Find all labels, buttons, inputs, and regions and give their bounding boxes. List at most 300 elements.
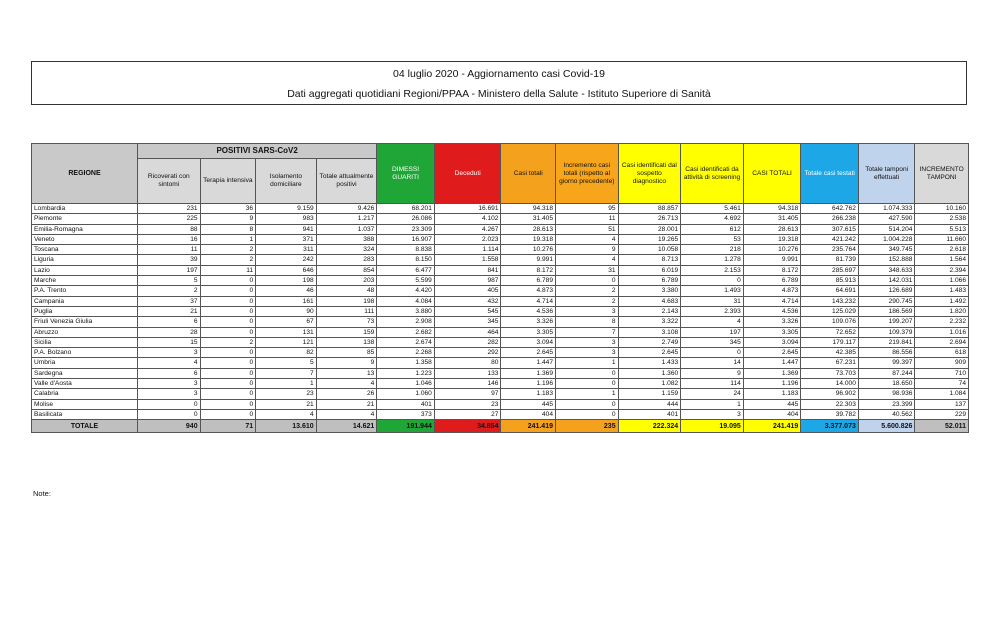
table-cell: 1.483: [915, 286, 969, 296]
table-cell: 0: [681, 348, 744, 358]
table-cell: 73: [316, 317, 377, 327]
region-name-cell: P.A. Bolzano: [32, 348, 138, 358]
table-cell: 1.196: [743, 379, 801, 389]
region-name-cell: Veneto: [32, 234, 138, 244]
table-cell: 26.713: [618, 214, 681, 224]
table-cell: 4.714: [743, 296, 801, 306]
table-cell: 2.538: [915, 214, 969, 224]
table-cell: 7: [556, 327, 619, 337]
table-cell: 18.650: [858, 379, 915, 389]
table-cell: 0: [200, 399, 256, 409]
table-cell: 0: [200, 286, 256, 296]
table-cell: 109.379: [858, 327, 915, 337]
table-cell: 19.265: [618, 234, 681, 244]
table-cell: 1.004.228: [858, 234, 915, 244]
table-cell: 444: [618, 399, 681, 409]
col-header-totale-positivi: Totale attualmente positivi: [316, 159, 377, 204]
table-cell: 5: [138, 276, 201, 286]
table-row: [32, 389, 969, 399]
table-row: [32, 286, 969, 296]
total-cell: 19.095: [681, 420, 744, 433]
table-cell: 6: [138, 368, 201, 378]
table-cell: 1.060: [377, 389, 435, 399]
table-cell: 4.692: [681, 214, 744, 224]
table-cell: 3: [556, 306, 619, 316]
table-cell: 48: [316, 286, 377, 296]
table-cell: 11: [556, 214, 619, 224]
table-cell: 1.358: [377, 358, 435, 368]
table-cell: 9: [556, 245, 619, 255]
table-cell: 3: [556, 348, 619, 358]
table-cell: 404: [743, 409, 801, 419]
table-cell: 0: [200, 358, 256, 368]
region-name-cell: Campania: [32, 296, 138, 306]
table-cell: 4.267: [434, 224, 501, 234]
table-cell: 4.536: [743, 306, 801, 316]
table-cell: 138: [316, 337, 377, 347]
table-cell: 3.305: [743, 327, 801, 337]
table-cell: 72.652: [801, 327, 859, 337]
table-cell: 42.385: [801, 348, 859, 358]
table-cell: 324: [316, 245, 377, 255]
table-cell: 941: [256, 224, 317, 234]
table-cell: 1.217: [316, 214, 377, 224]
table-cell: 9: [200, 214, 256, 224]
table-cell: 5.599: [377, 276, 435, 286]
table-cell: 24: [681, 389, 744, 399]
table-cell: 1.492: [915, 296, 969, 306]
table-cell: 401: [377, 399, 435, 409]
table-cell: 8.172: [743, 265, 801, 275]
total-cell: 222.324: [618, 420, 681, 433]
table-cell: 3: [138, 348, 201, 358]
table-cell: 1.447: [743, 358, 801, 368]
table-cell: 909: [915, 358, 969, 368]
table-cell: 3.094: [743, 337, 801, 347]
table-cell: 1: [556, 389, 619, 399]
table-cell: 307.615: [801, 224, 859, 234]
table-row: [32, 265, 969, 275]
col-header-casi-totali-caps: CASI TOTALI: [743, 144, 801, 204]
col-header-terapia-intensiva: Terapia intensiva: [200, 159, 256, 204]
col-header-incremento-casi: Incremento casi totali (rispetto al giorno precedente): [556, 144, 619, 204]
table-cell: 2.694: [915, 337, 969, 347]
table-row: [32, 276, 969, 286]
table-cell: 19.318: [743, 234, 801, 244]
table-cell: 388: [316, 234, 377, 244]
table-cell: 642.762: [801, 204, 859, 214]
table-cell: 0: [138, 399, 201, 409]
table-cell: 197: [681, 327, 744, 337]
table-cell: 9.159: [256, 204, 317, 214]
region-name-cell: P.A. Trento: [32, 286, 138, 296]
table-cell: 290.745: [858, 296, 915, 306]
region-header: REGIONE: [32, 144, 138, 204]
table-cell: 199.207: [858, 317, 915, 327]
table-cell: 2.394: [915, 265, 969, 275]
table-cell: 1.564: [915, 255, 969, 265]
table-cell: 0: [200, 317, 256, 327]
table-cell: 2.618: [915, 245, 969, 255]
table-cell: 2.645: [618, 348, 681, 358]
table-cell: 231: [138, 204, 201, 214]
table-cell: 6.477: [377, 265, 435, 275]
table-cell: 114: [681, 379, 744, 389]
table-cell: 349.745: [858, 245, 915, 255]
table-row: [32, 409, 969, 419]
table-cell: 9.991: [501, 255, 556, 265]
table-cell: 22.303: [801, 399, 859, 409]
table-cell: 1.820: [915, 306, 969, 316]
region-name-cell: Abruzzo: [32, 327, 138, 337]
table-cell: 6: [138, 317, 201, 327]
table-cell: 23: [434, 399, 501, 409]
table-cell: 74: [915, 379, 969, 389]
table-cell: 36: [200, 204, 256, 214]
table-cell: 514.204: [858, 224, 915, 234]
table-cell: 464: [434, 327, 501, 337]
table-cell: 68.201: [377, 204, 435, 214]
table-row: [32, 224, 969, 234]
table-cell: 2.023: [434, 234, 501, 244]
table-cell: 51: [556, 224, 619, 234]
table-cell: 8.150: [377, 255, 435, 265]
table-cell: 85.913: [801, 276, 859, 286]
table-cell: 0: [556, 276, 619, 286]
region-name-cell: Emilia-Romagna: [32, 224, 138, 234]
col-header-casi-testati: Totale casi testati: [801, 144, 859, 204]
table-cell: 39.782: [801, 409, 859, 419]
table-cell: 401: [618, 409, 681, 419]
table-cell: 373: [377, 409, 435, 419]
col-header-incremento-tamponi: INCREMENTO TAMPONI: [915, 144, 969, 204]
table-cell: 445: [501, 399, 556, 409]
table-cell: 371: [256, 234, 317, 244]
report-subtitle: Dati aggregati quotidiani Regioni/PPAA - Ministero della Salute - Istituto Superiore di Sanità: [287, 88, 711, 100]
table-cell: 2: [138, 286, 201, 296]
table-cell: 146: [434, 379, 501, 389]
table-cell: 10.276: [743, 245, 801, 255]
table-cell: 3: [138, 379, 201, 389]
table-cell: 282: [434, 337, 501, 347]
table-cell: 4.420: [377, 286, 435, 296]
table-cell: 198: [256, 276, 317, 286]
col-header-deceduti: Deceduti: [434, 144, 501, 204]
table-cell: 0: [200, 389, 256, 399]
table-cell: 1: [556, 358, 619, 368]
table-cell: 405: [434, 286, 501, 296]
table-cell: 10.276: [501, 245, 556, 255]
table-cell: 0: [200, 306, 256, 316]
table-cell: 67.231: [801, 358, 859, 368]
table-cell: 126.689: [858, 286, 915, 296]
total-cell: 13.610: [256, 420, 317, 433]
table-cell: 2.153: [681, 265, 744, 275]
table-cell: 39: [138, 255, 201, 265]
table-cell: 1.016: [915, 327, 969, 337]
table-cell: 5.513: [915, 224, 969, 234]
table-cell: 10.160: [915, 204, 969, 214]
table-row: [32, 234, 969, 244]
table-cell: 0: [681, 276, 744, 286]
table-cell: 31: [556, 265, 619, 275]
table-cell: 23: [256, 389, 317, 399]
table-row: [32, 214, 969, 224]
table-cell: 4.102: [434, 214, 501, 224]
table-cell: 1.196: [501, 379, 556, 389]
table-cell: 0: [200, 379, 256, 389]
table-cell: 27: [434, 409, 501, 419]
region-name-cell: Basilicata: [32, 409, 138, 419]
table-row: [32, 306, 969, 316]
table-cell: 161: [256, 296, 317, 306]
table-cell: 1: [681, 399, 744, 409]
table-cell: 0: [556, 399, 619, 409]
table-cell: 1.037: [316, 224, 377, 234]
table-cell: 4.873: [501, 286, 556, 296]
table-cell: 545: [434, 306, 501, 316]
table-cell: 143.232: [801, 296, 859, 306]
table-cell: 31.405: [743, 214, 801, 224]
table-cell: 4: [556, 234, 619, 244]
table-cell: 266.238: [801, 214, 859, 224]
table-cell: 987: [434, 276, 501, 286]
region-name-cell: Lombardia: [32, 204, 138, 214]
table-cell: 31.405: [501, 214, 556, 224]
table-cell: 152.888: [858, 255, 915, 265]
table-cell: 53: [681, 234, 744, 244]
table-cell: 5: [256, 358, 317, 368]
table-row: [32, 204, 969, 214]
table-cell: 88: [138, 224, 201, 234]
table-cell: 8: [556, 317, 619, 327]
table-cell: 2.232: [915, 317, 969, 327]
table-cell: 0: [200, 296, 256, 306]
table-cell: 218: [681, 245, 744, 255]
table-cell: 4: [681, 317, 744, 327]
table-cell: 4.536: [501, 306, 556, 316]
table-row: [32, 296, 969, 306]
table-cell: 235.764: [801, 245, 859, 255]
table-cell: 4: [256, 409, 317, 419]
table-cell: 3: [556, 337, 619, 347]
table-cell: 404: [501, 409, 556, 419]
table-row: [32, 327, 969, 337]
positivi-group-header: POSITIVI SARS-CoV2: [138, 144, 377, 159]
table-cell: 4: [316, 409, 377, 419]
table-cell: 421.242: [801, 234, 859, 244]
region-name-cell: Toscana: [32, 245, 138, 255]
table-cell: 99.397: [858, 358, 915, 368]
total-cell: 52.011: [915, 420, 969, 433]
table-cell: 9.426: [316, 204, 377, 214]
table-cell: 2: [200, 337, 256, 347]
table-cell: 4.873: [743, 286, 801, 296]
region-name-cell: Puglia: [32, 306, 138, 316]
table-cell: 710: [915, 368, 969, 378]
table-cell: 345: [681, 337, 744, 347]
table-cell: 1.183: [501, 389, 556, 399]
table-cell: 285.697: [801, 265, 859, 275]
table-cell: 5.461: [681, 204, 744, 214]
table-cell: 2.682: [377, 327, 435, 337]
table-cell: 67: [256, 317, 317, 327]
table-cell: 98.936: [858, 389, 915, 399]
table-cell: 2: [200, 245, 256, 255]
col-header-screening: Casi identificati da attività di screening: [681, 144, 744, 204]
region-name-cell: Molise: [32, 399, 138, 409]
table-cell: 2: [556, 286, 619, 296]
table-cell: 8.172: [501, 265, 556, 275]
table-cell: 26: [316, 389, 377, 399]
table-cell: 2.749: [618, 337, 681, 347]
table-cell: 26.086: [377, 214, 435, 224]
table-cell: 0: [200, 409, 256, 419]
table-cell: 2.645: [501, 348, 556, 358]
table-cell: 311: [256, 245, 317, 255]
table-cell: 3.094: [501, 337, 556, 347]
table-cell: 854: [316, 265, 377, 275]
report-title: 04 luglio 2020 - Aggiornamento casi Covid-19: [393, 68, 605, 80]
table-cell: 6.019: [618, 265, 681, 275]
total-cell: 191.944: [377, 420, 435, 433]
table-cell: 94.318: [743, 204, 801, 214]
table-cell: 0: [556, 379, 619, 389]
table-cell: 8.713: [618, 255, 681, 265]
table-cell: 21: [256, 399, 317, 409]
table-cell: 445: [743, 399, 801, 409]
table-cell: 2.908: [377, 317, 435, 327]
total-cell: 235: [556, 420, 619, 433]
table-cell: 94.318: [501, 204, 556, 214]
total-row: [32, 420, 969, 433]
table-cell: 1.369: [501, 368, 556, 378]
table-cell: 1.183: [743, 389, 801, 399]
table-cell: 121: [256, 337, 317, 347]
table-cell: 159: [316, 327, 377, 337]
region-name-cell: Umbria: [32, 358, 138, 368]
table-row: [32, 348, 969, 358]
table-cell: 21: [316, 399, 377, 409]
table-cell: 7: [256, 368, 317, 378]
table-cell: 96.902: [801, 389, 859, 399]
table-cell: 80: [434, 358, 501, 368]
total-cell: 71: [200, 420, 256, 433]
table-cell: 3.108: [618, 327, 681, 337]
table-cell: 4: [138, 358, 201, 368]
table-cell: 1: [200, 234, 256, 244]
table-cell: 64.691: [801, 286, 859, 296]
table-cell: 203: [316, 276, 377, 286]
table-cell: 3.380: [618, 286, 681, 296]
table-cell: 86.556: [858, 348, 915, 358]
table-cell: 283: [316, 255, 377, 265]
table-cell: 6.789: [618, 276, 681, 286]
table-cell: 0: [200, 348, 256, 358]
table-cell: 1.223: [377, 368, 435, 378]
table-cell: 8.838: [377, 245, 435, 255]
table-cell: 133: [434, 368, 501, 378]
table-cell: 3.880: [377, 306, 435, 316]
table-cell: 646: [256, 265, 317, 275]
region-name-cell: Friuli Venezia Giulia: [32, 317, 138, 327]
table-row: [32, 245, 969, 255]
table-cell: 612: [681, 224, 744, 234]
table-cell: 1.447: [501, 358, 556, 368]
table-cell: 37: [138, 296, 201, 306]
table-cell: 9.991: [743, 255, 801, 265]
table-cell: 142.031: [858, 276, 915, 286]
table-cell: 225: [138, 214, 201, 224]
table-cell: 11: [200, 265, 256, 275]
table-cell: 0: [556, 409, 619, 419]
total-cell: 940: [138, 420, 201, 433]
table-cell: 73.703: [801, 368, 859, 378]
table-cell: 31: [681, 296, 744, 306]
table-row: [32, 399, 969, 409]
table-cell: 345: [434, 317, 501, 327]
table-cell: 1.558: [434, 255, 501, 265]
table-cell: 2: [200, 255, 256, 265]
table-cell: 90: [256, 306, 317, 316]
table-cell: 1.082: [618, 379, 681, 389]
table-cell: 23.399: [858, 399, 915, 409]
table-cell: 3: [138, 389, 201, 399]
col-header-tamponi: Totale tamponi effettuati: [858, 144, 915, 204]
table-cell: 0: [200, 327, 256, 337]
table-cell: 348.633: [858, 265, 915, 275]
table-cell: 4.084: [377, 296, 435, 306]
table-cell: 87.244: [858, 368, 915, 378]
table-row: [32, 337, 969, 347]
table-cell: 109.076: [801, 317, 859, 327]
table-cell: 6.789: [501, 276, 556, 286]
table-row: [32, 255, 969, 265]
table-cell: 95: [556, 204, 619, 214]
region-name-cell: Marche: [32, 276, 138, 286]
table-row: [32, 358, 969, 368]
table-cell: 198: [316, 296, 377, 306]
table-cell: 197: [138, 265, 201, 275]
col-header-casi-totali: Casi totali: [501, 144, 556, 204]
table-cell: 242: [256, 255, 317, 265]
region-name-cell: Valle d'Aosta: [32, 379, 138, 389]
total-label-cell: TOTALE: [32, 420, 138, 433]
table-cell: 1.369: [743, 368, 801, 378]
table-cell: 131: [256, 327, 317, 337]
table-cell: 1.433: [618, 358, 681, 368]
table-cell: 432: [434, 296, 501, 306]
table-cell: 4: [316, 379, 377, 389]
table-cell: 0: [200, 276, 256, 286]
table-cell: 1.360: [618, 368, 681, 378]
covid-data-table: [31, 143, 969, 433]
table-cell: 179.117: [801, 337, 859, 347]
table-cell: 11: [138, 245, 201, 255]
table-cell: 14.000: [801, 379, 859, 389]
col-header-ricoverati: Ricoverati con sintomi: [138, 159, 201, 204]
table-cell: 85: [316, 348, 377, 358]
table-cell: 125.029: [801, 306, 859, 316]
table-cell: 1.084: [915, 389, 969, 399]
table-cell: 11.660: [915, 234, 969, 244]
table-cell: 3.326: [743, 317, 801, 327]
table-cell: 4.683: [618, 296, 681, 306]
table-cell: 46: [256, 286, 317, 296]
table-row: [32, 379, 969, 389]
table-cell: 40.562: [858, 409, 915, 419]
table-cell: 81.739: [801, 255, 859, 265]
